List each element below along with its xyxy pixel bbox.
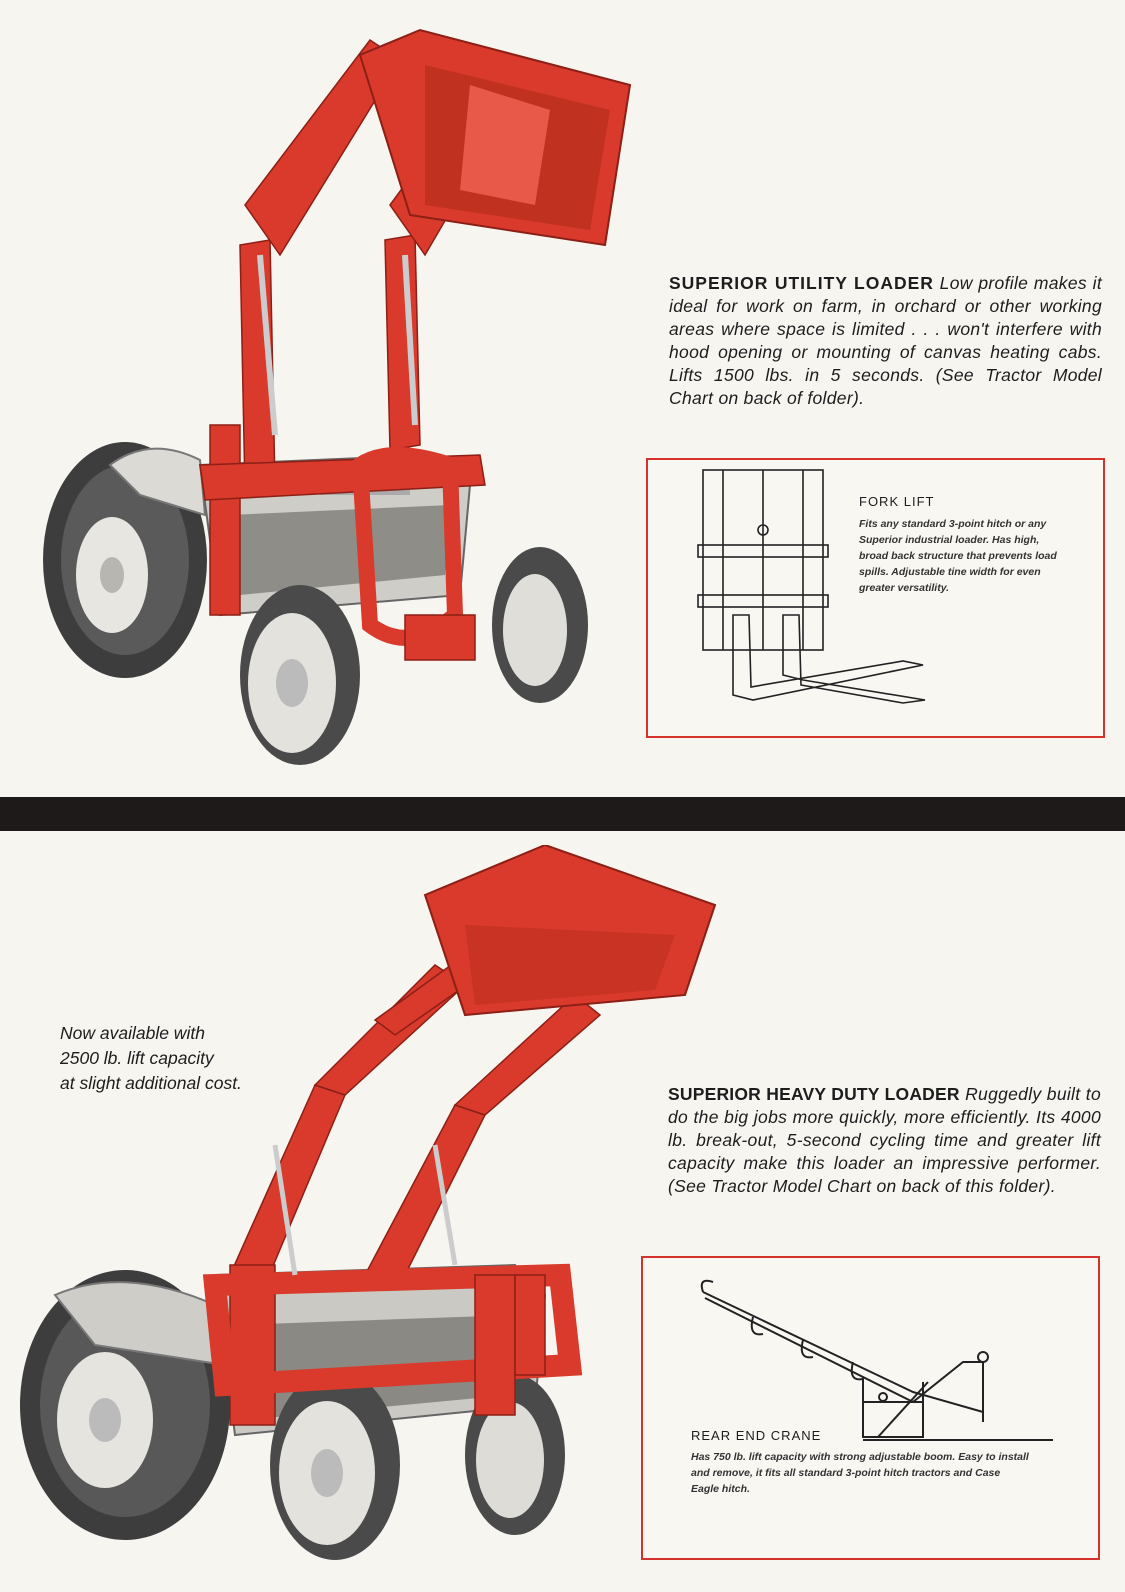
heavy-duty-loader-description: Ruggedly built to do the big jobs more quickly, more efficiently. Its 4000 lb. break-out, 5-second cycling time and greater lift capacity make this loader an impressive performer. (See Tractor Model Chart on back of this folder).: [668, 1084, 1101, 1196]
availability-note-line3: at slight additional cost.: [60, 1073, 242, 1093]
utility-loader-heading: SUPERIOR UTILITY LOADER: [669, 273, 934, 293]
fork-lift-title: FORK LIFT: [859, 494, 935, 509]
fork-lift-description: Fits any standard 3-point hitch or any Superior industrial loader. Has high, broad back structure that prevents load spills. Adjustable tine width for even greater versatility.: [859, 518, 1057, 594]
rear-end-crane-drawing: [683, 1262, 1063, 1452]
heavy-loader-bucket: [425, 845, 715, 1015]
rear-end-crane-description: Has 750 lb. lift capacity with strong adjustable boom. Easy to install and remove, it fits all standard 3-point hitch tractors and Case Eagle hitch.: [691, 1451, 1029, 1495]
fork-lift-inset: [646, 458, 1105, 738]
rear-end-crane-title: REAR END CRANE: [691, 1428, 822, 1443]
utility-loader-tractor-illustration: [30, 15, 650, 775]
utility-loader-paragraph: [669, 272, 1102, 410]
availability-note-line1: Now available with: [60, 1023, 205, 1043]
heavy-duty-loader-paragraph: [668, 1083, 1101, 1198]
availability-note: [60, 1021, 242, 1096]
availability-note-line2: 2500 lb. lift capacity: [60, 1048, 214, 1068]
heavy-duty-loader-tractor-illustration: [15, 845, 735, 1585]
rear-end-crane-inset: [641, 1256, 1100, 1560]
section-divider: [0, 797, 1125, 831]
heavy-front-wheel-left: [270, 1370, 400, 1560]
heavy-duty-loader-heading: SUPERIOR HEAVY DUTY LOADER: [668, 1084, 960, 1104]
front-wheel-right: [492, 547, 588, 703]
front-wheel-left: [240, 585, 360, 765]
utility-loader-description: Low profile makes it ideal for work on farm, in orchard or other working areas where space is limited . . . won't interfere with hood opening or mounting of canvas heating cabs. Lifts 1500 lbs. in 5 seconds. (See Tractor Model Chart on back of folder).: [669, 273, 1102, 408]
